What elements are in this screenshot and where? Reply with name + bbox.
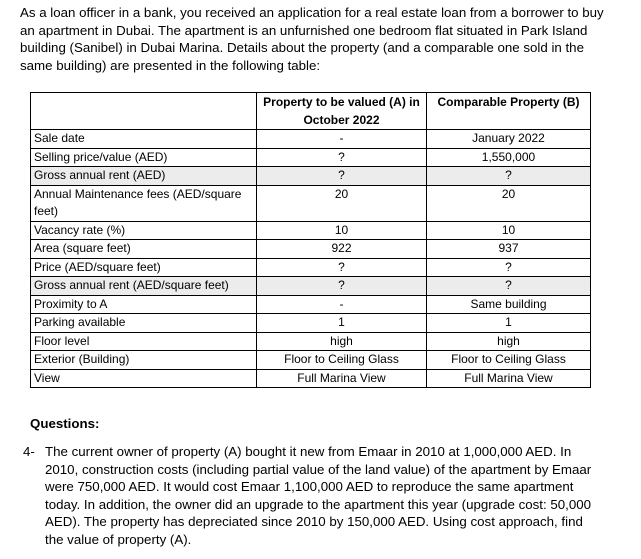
question-number: 4-: [23, 444, 35, 459]
row-label: Annual Maintenance fees (AED/square feet): [31, 185, 257, 221]
table-row: [31, 351, 591, 370]
row-value-a: Full Marina View: [257, 369, 427, 388]
row-label: Proximity to A: [31, 295, 257, 314]
row-value-b: ?: [427, 277, 591, 296]
row-value-b: 1,550,000: [427, 148, 591, 167]
table-row: [31, 130, 591, 149]
row-value-a: 20: [257, 185, 427, 221]
table-row: [31, 277, 591, 296]
table-row: [31, 369, 591, 388]
row-value-b: high: [427, 332, 591, 351]
table-row: [31, 240, 591, 259]
questions-heading: Questions:: [30, 416, 100, 431]
row-value-b: 20: [427, 185, 591, 221]
row-value-b: Floor to Ceiling Glass: [427, 351, 591, 370]
row-label: View: [31, 369, 257, 388]
row-label: Vacancy rate (%): [31, 221, 257, 240]
row-label: Sale date: [31, 130, 257, 149]
row-value-b: 937: [427, 240, 591, 259]
row-value-a: high: [257, 332, 427, 351]
row-value-a: -: [257, 295, 427, 314]
row-value-b: Same building: [427, 295, 591, 314]
header-property-b: Comparable Property (B): [427, 93, 591, 130]
row-value-a: ?: [257, 277, 427, 296]
row-value-a: -: [257, 130, 427, 149]
table-row: [31, 185, 591, 221]
row-label: Gross annual rent (AED/square feet): [31, 277, 257, 296]
row-label: Price (AED/square feet): [31, 258, 257, 277]
table-row: [31, 258, 591, 277]
row-value-a: 922: [257, 240, 427, 259]
row-value-a: ?: [257, 258, 427, 277]
table-row: [31, 221, 591, 240]
table-row: [31, 314, 591, 333]
row-value-b: 1: [427, 314, 591, 333]
row-label: Exterior (Building): [31, 351, 257, 370]
row-value-a: 10: [257, 221, 427, 240]
table-row: [31, 167, 591, 186]
row-value-a: ?: [257, 167, 427, 186]
row-label: Area (square feet): [31, 240, 257, 259]
row-label: Floor level: [31, 332, 257, 351]
row-value-a: 1: [257, 314, 427, 333]
intro-paragraph: As a loan officer in a bank, you received an application for a real estate loan from a borrower to buy an apartment in Dubai. The apartment is an unfurnished one bedroom flat situated in Park Island building (Sanibel) in Dubai Marina. Details about the property (and a comparable one sold in the same building) are presented in the following table:: [20, 5, 604, 73]
row-value-b: Full Marina View: [427, 369, 591, 388]
question-text: The current owner of property (A) bought it new from Emaar in 2010 at 1,000,000 AED. In 2010, construction costs (including partial value of the land value) of the apartment by Emaar were 750,000 AED. It would cost Emaar 1,100,000 AED to reproduce the same apartment today. In addition, the owner did an upgrade to the apartment this year (upgrade cost: 50,000 AED). The property has depreciated since 2010 by 150,000 AED. Using cost approach, find the value of property (A).: [45, 444, 592, 547]
row-value-b: January 2022: [427, 130, 591, 149]
row-value-b: ?: [427, 258, 591, 277]
row-label: Parking available: [31, 314, 257, 333]
table-row: [31, 332, 591, 351]
row-label: Selling price/value (AED): [31, 148, 257, 167]
row-value-b: 10: [427, 221, 591, 240]
table-row: [31, 148, 591, 167]
row-value-b: ?: [427, 167, 591, 186]
row-value-a: ?: [257, 148, 427, 167]
property-table: [30, 92, 591, 388]
row-value-a: Floor to Ceiling Glass: [257, 351, 427, 370]
header-property-a: Property to be valued (A) in October 2022: [257, 93, 427, 130]
table-header-row: [31, 93, 591, 130]
row-label: Gross annual rent (AED): [31, 167, 257, 186]
table-row: [31, 295, 591, 314]
header-empty-cell: [31, 93, 257, 130]
